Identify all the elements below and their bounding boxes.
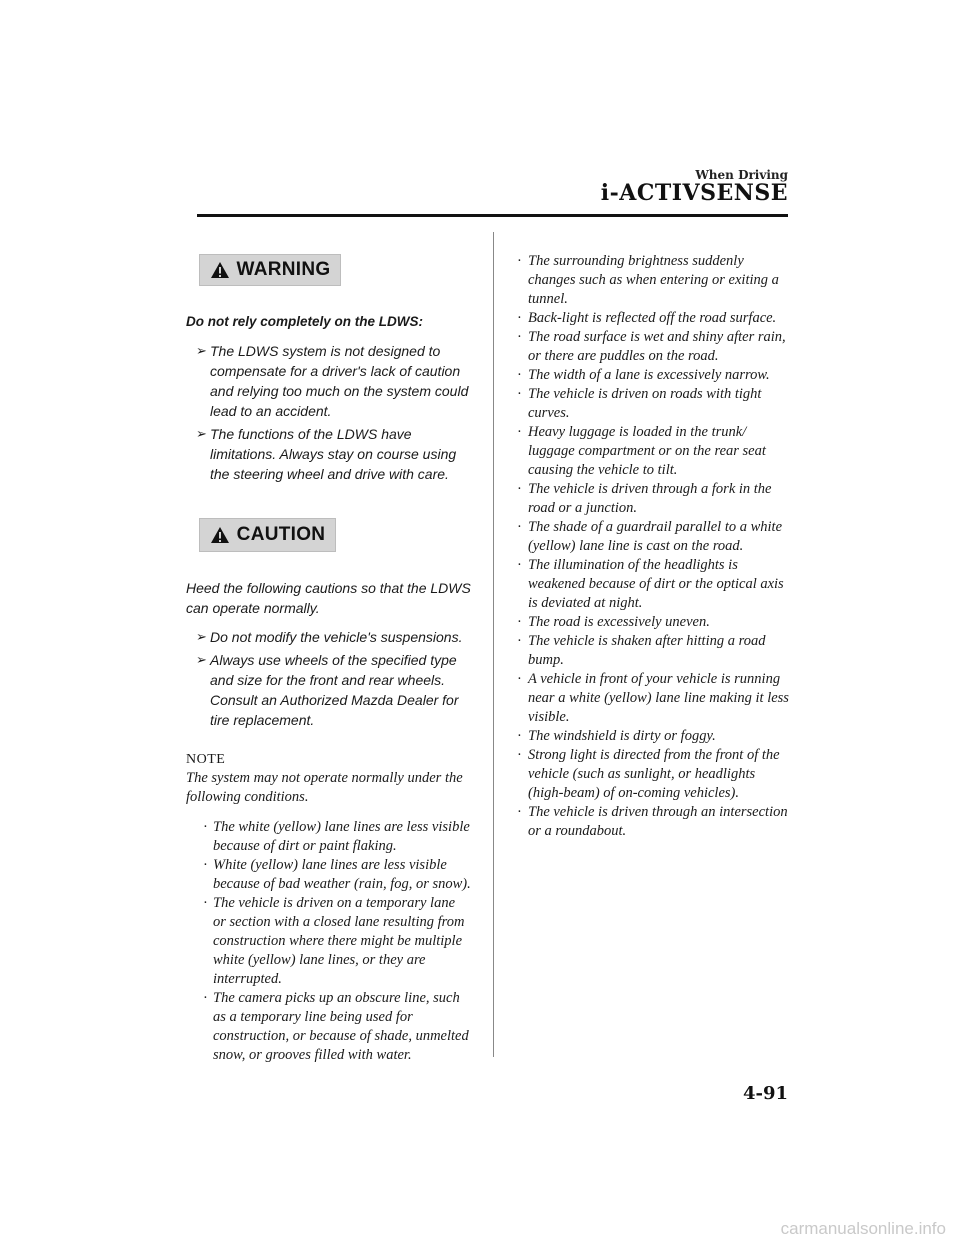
caution-intro: Heed the following cautions so that the LDWS can operate normally.	[186, 580, 471, 616]
list-item: ➢ Always use wheels of the specified type and size for the front and rear wheels. Consult an Authorized Mazda Dealer for tire replacement.	[196, 652, 459, 728]
list-item: · The road is excessively uneven.	[517, 614, 710, 630]
dot-bullet-icon: ·	[517, 386, 522, 402]
dot-bullet-icon: ·	[517, 424, 522, 440]
header-rule	[197, 214, 788, 217]
dot-bullet-icon: ·	[517, 671, 522, 687]
page-number: 4-91	[742, 1083, 788, 1104]
dot-bullet-icon: ·	[517, 253, 522, 269]
dot-bullet-icon: ·	[203, 857, 208, 873]
list-item: · Heavy luggage is loaded in the trunk/ luggage compartment or on the rear seat causing the vehicle to tilt.	[517, 424, 766, 478]
list-item: · Back-light is reflected off the road surface.	[517, 310, 777, 326]
warning-label: WARNING	[236, 259, 331, 280]
dot-bullet-icon: ·	[517, 367, 522, 383]
list-item: · The white (yellow) lane lines are less visible because of dirt or paint flaking.	[203, 819, 470, 854]
dot-bullet-icon: ·	[517, 728, 522, 744]
list-item: · The surrounding brightness suddenly changes such as when entering or exiting a tunnel.	[517, 253, 779, 307]
header-section-label: When Driving	[695, 168, 788, 182]
list-item: · The camera picks up an obscure line, such as a temporary line being used for construction, or because of shade, unmelted snow, or grooves filled with water.	[203, 990, 469, 1063]
left-column	[186, 254, 471, 1065]
list-item: · The vehicle is driven through an intersection or a roundabout.	[517, 804, 788, 839]
list-item: · The vehicle is driven on roads with tight curves.	[517, 386, 762, 421]
dot-bullet-icon: ·	[517, 614, 522, 630]
list-item: ➢ The functions of the LDWS have limitations. Always stay on course using the steering wheel and drive with care.	[196, 426, 457, 482]
dot-bullet-icon: ·	[203, 990, 208, 1006]
dot-bullet-icon: ·	[517, 804, 522, 820]
watermark: carmanualsonline.info	[780, 1219, 946, 1238]
arrow-bullet-icon: ➢	[196, 652, 207, 667]
warning-list	[186, 341, 471, 484]
list-item: · A vehicle in front of your vehicle is running near a white (yellow) lane line making it less visible.	[517, 671, 789, 725]
note-conditions-list-right	[517, 252, 792, 841]
list-item: · The illumination of the headlights is weakened because of dirt or the optical axis is deviated at night.	[517, 557, 784, 611]
list-item: ➢ Do not modify the vehicle's suspensions.	[196, 629, 463, 645]
arrow-bullet-icon: ➢	[196, 629, 207, 644]
dot-bullet-icon: ·	[517, 557, 522, 573]
dot-bullet-icon: ·	[517, 633, 522, 649]
note-conditions-list-left	[186, 818, 471, 1065]
column-divider	[493, 232, 494, 1057]
dot-bullet-icon: ·	[203, 819, 208, 835]
list-item: · The shade of a guardrail parallel to a white (yellow) lane line is cast on the road.	[517, 519, 783, 554]
caution-triangle-icon	[210, 526, 230, 544]
arrow-bullet-icon: ➢	[196, 426, 207, 441]
list-item: · White (yellow) lane lines are less visible because of bad weather (rain, fog, or snow).	[203, 857, 471, 892]
warning-heading: Do not rely completely on the LDWS:	[186, 314, 424, 329]
dot-bullet-icon: ·	[517, 519, 522, 535]
list-item: · The vehicle is driven through a fork in the road or a junction.	[517, 481, 772, 516]
warning-banner	[199, 254, 341, 286]
list-item: · The vehicle is driven on a temporary lane or section with a closed lane resulting from construction where there might be multiple white (yellow) lane lines, or they are interrupted.	[203, 895, 465, 987]
list-item: · The vehicle is shaken after hitting a road bump.	[517, 633, 766, 668]
list-item: · The windshield is dirty or foggy.	[517, 728, 716, 744]
dot-bullet-icon: ·	[517, 481, 522, 497]
list-item: · The width of a lane is excessively narrow.	[517, 367, 770, 383]
note-heading: NOTE	[186, 752, 226, 767]
arrow-bullet-icon: ➢	[196, 343, 207, 358]
header-title: i-ACTIVSENSE	[600, 180, 788, 206]
caution-banner	[199, 518, 336, 552]
dot-bullet-icon: ·	[517, 329, 522, 345]
right-column	[517, 252, 792, 841]
list-item: ➢ The LDWS system is not designed to compensate for a driver's lack of caution and relying too much on the system could lead to an accident.	[196, 343, 469, 419]
dot-bullet-icon: ·	[517, 310, 522, 326]
dot-bullet-icon: ·	[203, 895, 208, 911]
caution-label: CAUTION	[236, 524, 326, 545]
list-item: · The road surface is wet and shiny after rain, or there are puddles on the road.	[517, 329, 786, 364]
dot-bullet-icon: ·	[517, 747, 522, 763]
warning-triangle-icon	[210, 261, 230, 279]
note-intro: The system may not operate normally under the following conditions.	[186, 770, 463, 805]
list-item: · Strong light is directed from the front of the vehicle (such as sunlight, or headlights (high-beam) of on-coming vehicles).	[517, 747, 780, 801]
caution-list	[186, 627, 471, 730]
